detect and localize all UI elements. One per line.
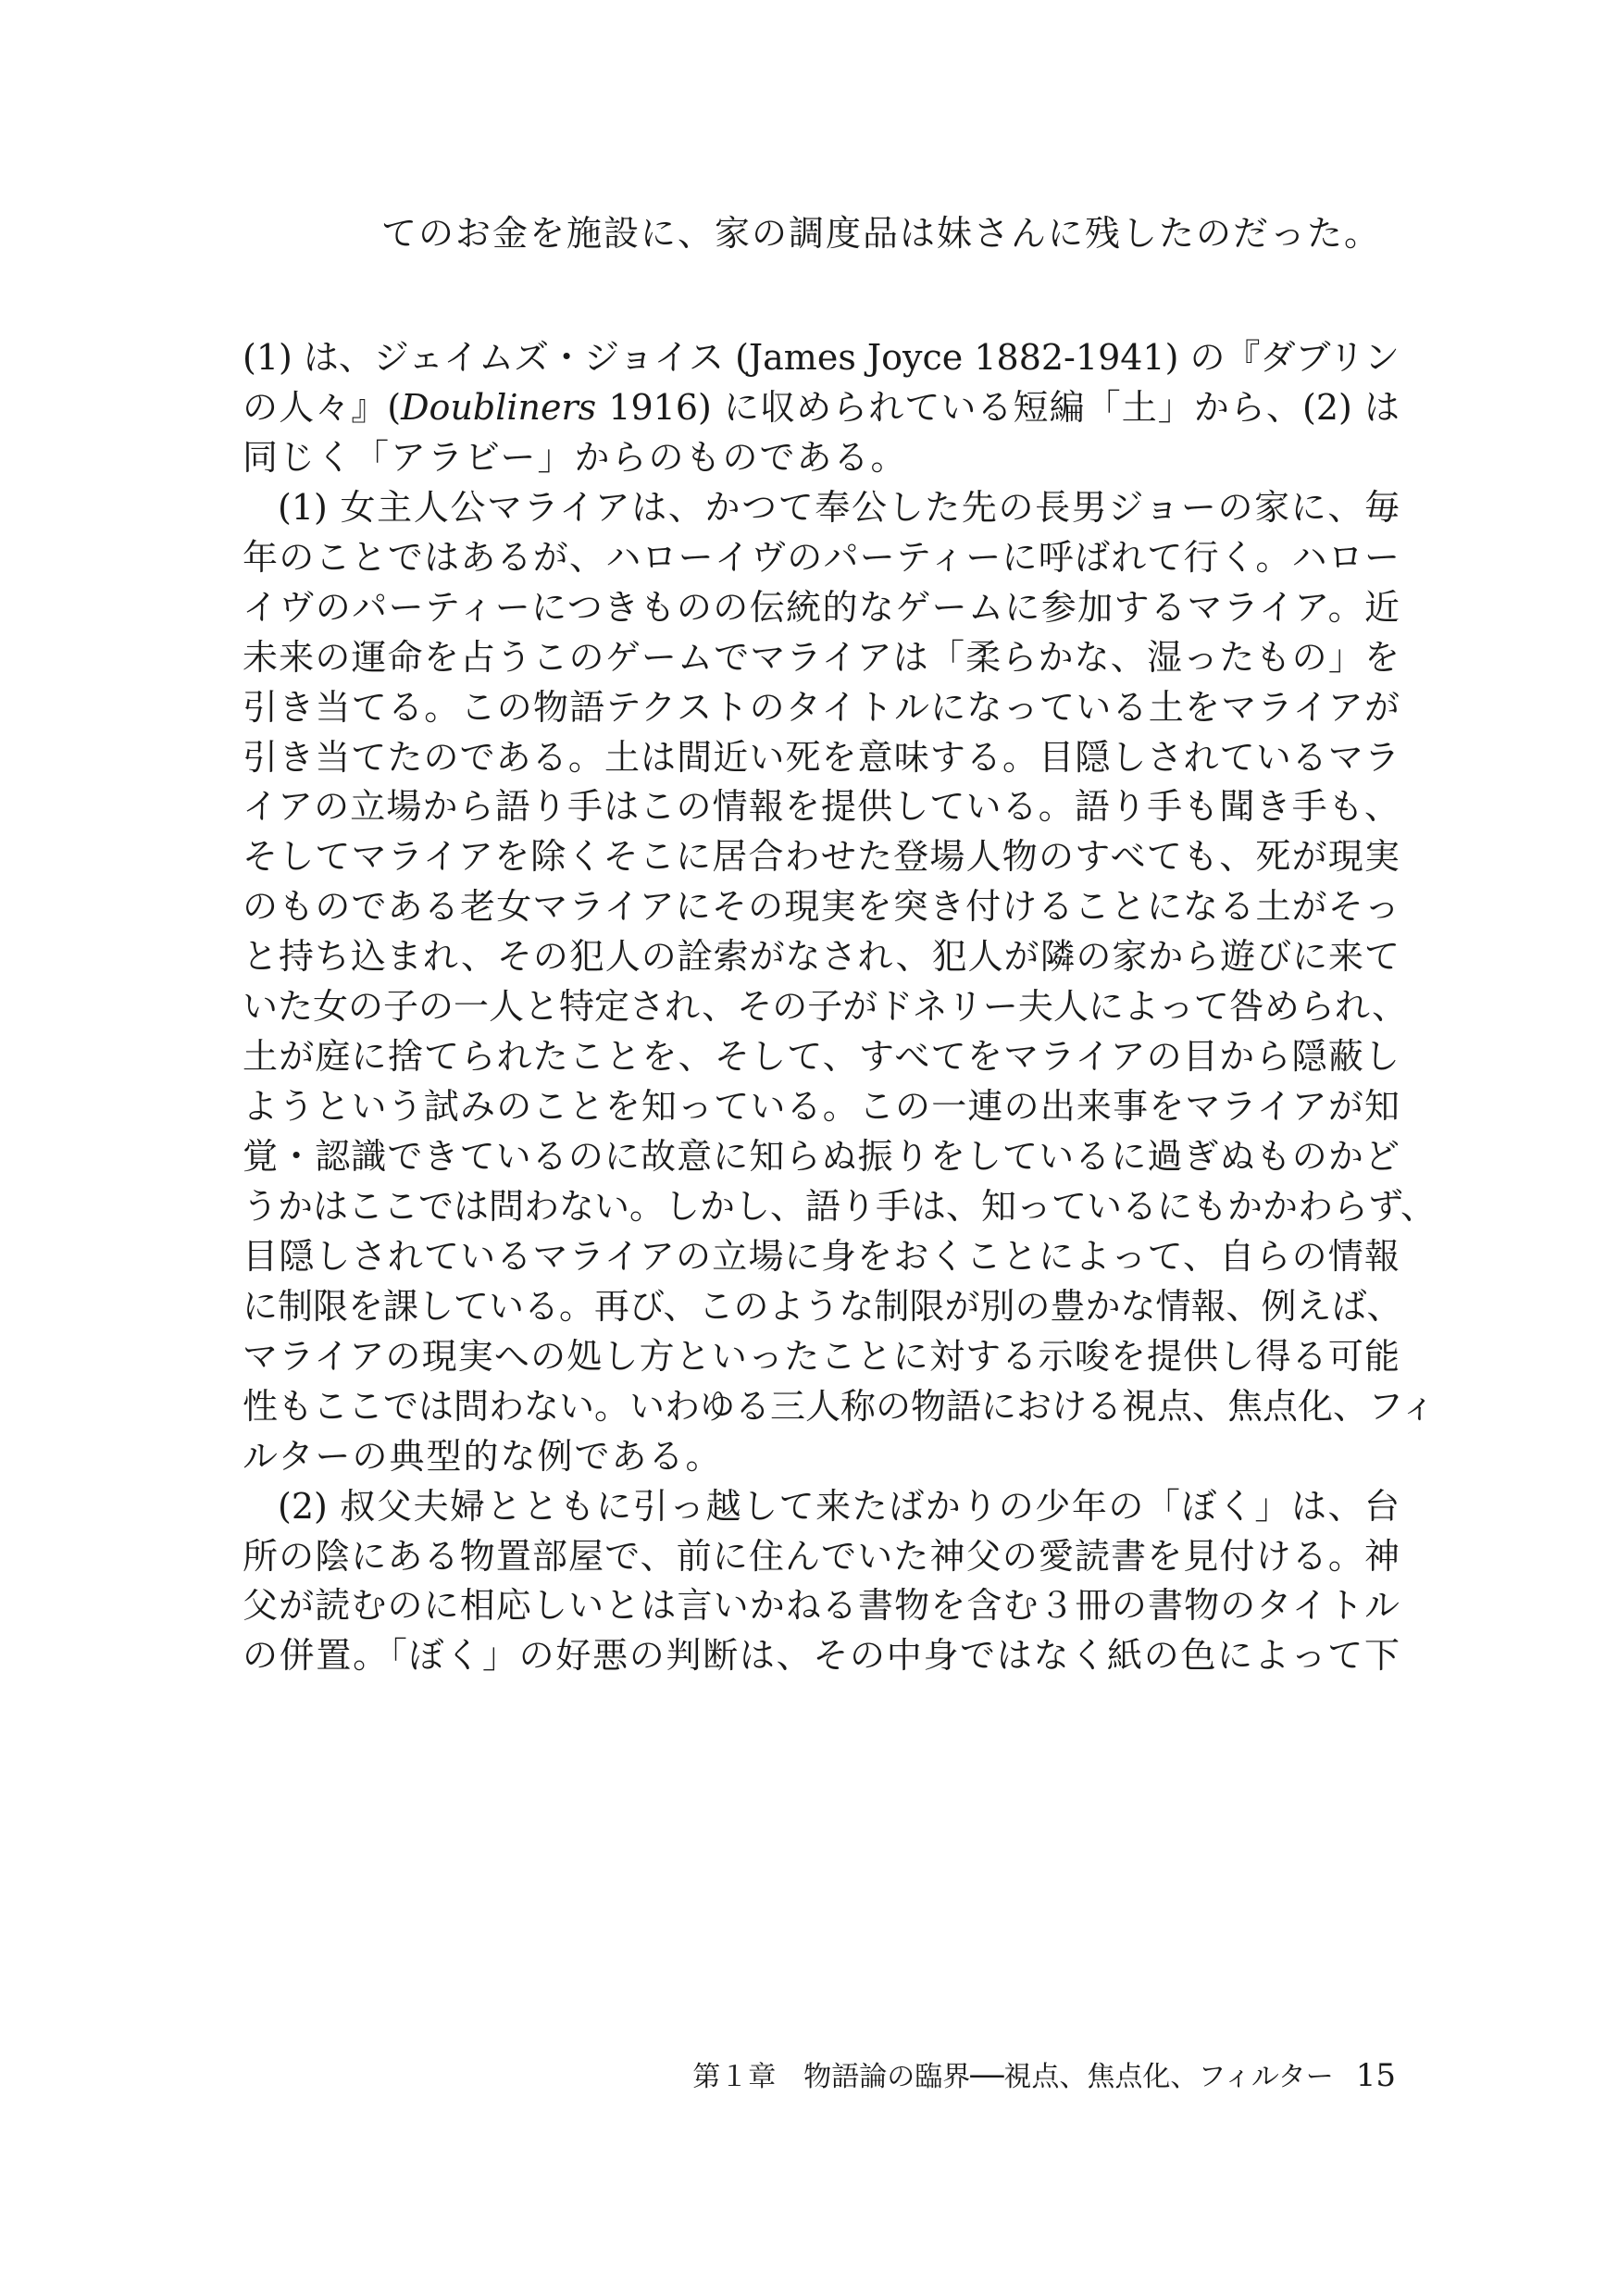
text-line: いた女の子の一人と特定され、その子がドネリー夫人によって咎められ、 bbox=[243, 986, 1408, 1028]
text-line: 目隠しされているマライアの立場に身をおくことによって、自らの情報 bbox=[243, 1235, 1400, 1277]
text-line: 年のことではあるが、ハローイヴのパーティーに呼ばれて行く。ハロー bbox=[243, 536, 1400, 578]
quoted-closing-line: てのお金を施設に、家の調度品は妹さんに残したのだった。 bbox=[381, 213, 1382, 254]
text-line: に制限を課している。再び、このような制限が別の豊かな情報、例えば、 bbox=[243, 1285, 1402, 1327]
paragraph-start-line: (1) 女主人公マライアは、かつて奉公した先の長男ジョーの家に、毎 bbox=[278, 486, 1400, 528]
page-number: 15 bbox=[1355, 2057, 1396, 2094]
text-line: の人々』(Doubliners 1916) に収められている短編「土」から、(2) は bbox=[243, 386, 1400, 428]
text-line: 所の陰にある物置部屋で、前に住んでいた神父の愛読書を見付ける。神 bbox=[243, 1535, 1400, 1577]
text-line: イヴのパーティーにつきものの伝統的なゲームに参加するマライア。近 bbox=[243, 586, 1400, 628]
text-line: のものである老女マライアにその現実を突き付けることになる土がそっ bbox=[243, 886, 1400, 928]
text-line: 覚・認識できているのに故意に知らぬ振りをしているに過ぎぬものかど bbox=[243, 1136, 1400, 1177]
text-line: 父が読むのに相応しいとは言いかねる書物を含む３冊の書物のタイトル bbox=[243, 1585, 1400, 1627]
page-footer bbox=[692, 2053, 1396, 2100]
text-line: イアの立場から語り手はこの情報を提供している。語り手も聞き手も、 bbox=[243, 786, 1400, 828]
text-line: 引き当てたのである。土は間近い死を意味する。目隠しされているマラ bbox=[243, 736, 1400, 778]
text-line: うかはここでは問わない。しかし、語り手は、知っているにもかかわらず、 bbox=[243, 1185, 1436, 1227]
text-line: 性もここでは問わない。いわゆる三人称の物語における視点、焦点化、フィ bbox=[243, 1385, 1436, 1427]
text-line: マライアの現実への処し方といったことに対する示唆を提供し得る可能 bbox=[243, 1335, 1400, 1377]
text-line: の併置。「ぼく」の好悪の判断は、その中身ではなく紙の色によって下 bbox=[243, 1635, 1400, 1677]
text-line: 土が庭に捨てられたことを、そして、すべてをマライアの目から隠蔽し bbox=[243, 1036, 1400, 1078]
text-line: (1) は、ジェイムズ・ジョイス (James Joyce 1882-1941) の『ダブリン bbox=[243, 337, 1400, 378]
text-line: そしてマライアを除くそこに居合わせた登場人物のすべても、死が現実 bbox=[243, 836, 1400, 878]
text-line: 未来の運命を占うこのゲームでマライアは「柔らかな、湿ったもの」を bbox=[243, 636, 1400, 678]
text-line: 引き当てる。この物語テクストのタイトルになっている土をマライアが bbox=[243, 686, 1400, 728]
text-line: ルターの典型的な例である。 bbox=[243, 1435, 723, 1477]
running-head: 第１章 物語論の臨界──視点、焦点化、フィルター bbox=[692, 2061, 1334, 2093]
text-line: ようという試みのことを知っている。この一連の出来事をマライアが知 bbox=[243, 1086, 1400, 1128]
text-line: 同じく「アラビー」からのものである。 bbox=[243, 436, 908, 478]
text-line: と持ち込まれ、その犯人の詮索がなされ、犯人が隣の家から遊びに来て bbox=[243, 936, 1400, 978]
italic-title: Doubliners bbox=[401, 386, 597, 428]
body-text bbox=[243, 333, 1436, 1681]
paragraph-start-line: (2) 叔父夫婦とともに引っ越して来たばかりの少年の「ぼく」は、台 bbox=[278, 1485, 1400, 1527]
